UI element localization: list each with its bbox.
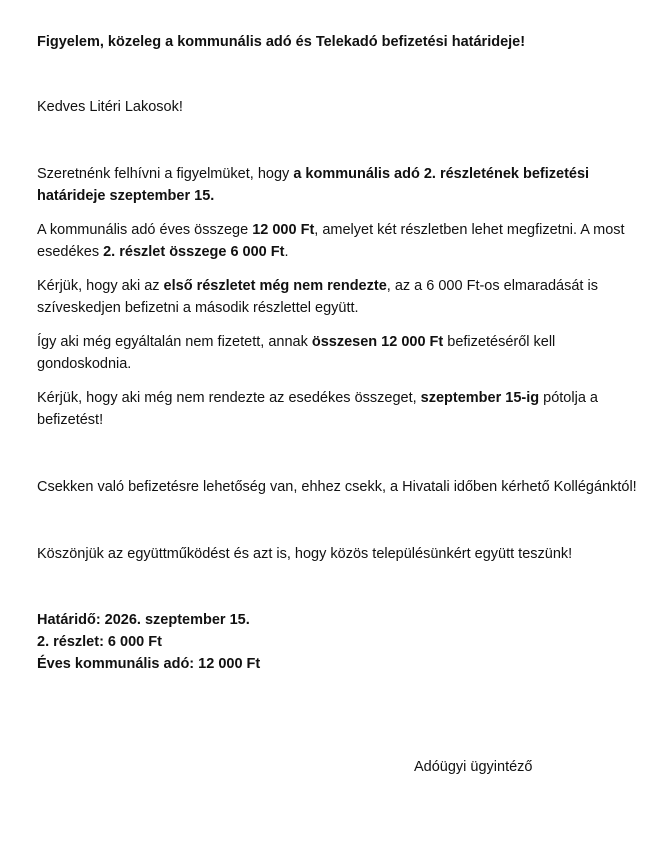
greeting: Kedves Litéri Lakosok! [37, 99, 183, 115]
paragraph-4-line-2: gondoskodnia. [37, 356, 132, 372]
paragraph-2-line-2: esedékes 2. részlet összege 6 000 Ft. [37, 244, 289, 260]
paragraph-3-line-2: szíveskedjen befizetni a második részlettel együtt. [37, 300, 359, 316]
paragraph-7: Köszönjük az együttműködést és azt is, hogy közös településünkért együtt teszünk! [37, 546, 573, 562]
paragraph-3-line-1: Kérjük, hogy aki az első részletet még nem rendezte, az a 6 000 Ft-os elmaradását is [37, 278, 598, 294]
paragraph-2-line-1: A kommunális adó éves összege 12 000 Ft, amelyet két részletben lehet megfizetni. A most [37, 222, 625, 238]
paragraph-4-line-1: Így aki még egyáltalán nem fizetett, annak összesen 12 000 Ft befizetéséről kell [37, 334, 556, 350]
summary-deadline: Határidő: 2026. szeptember 15. [37, 612, 250, 628]
paragraph-5-line-2: befizetést! [37, 412, 104, 428]
summary-installment: 2. részlet: 6 000 Ft [37, 634, 162, 650]
paragraph-1-line-1: Szeretnénk felhívni a figyelmüket, hogy a kommunális adó 2. részletének befizetési [37, 166, 590, 182]
paragraph-6: Csekken való befizetésre lehetőség van, ehhez csekk, a Hivatali időben kérhető Kollégánktól! [37, 479, 637, 495]
signature: Adóügyi ügyintéző [414, 759, 533, 775]
paragraph-5-line-1: Kérjük, hogy aki még nem rendezte az esedékes összeget, szeptember 15-ig pótolja a [37, 390, 598, 406]
notice-title: Figyelem, közeleg a kommunális adó és Telekadó befizetési határideje! [37, 34, 526, 50]
paragraph-1-line-2: határideje szeptember 15. [37, 188, 215, 204]
summary-annual: Éves kommunális adó: 12 000 Ft [37, 656, 261, 672]
